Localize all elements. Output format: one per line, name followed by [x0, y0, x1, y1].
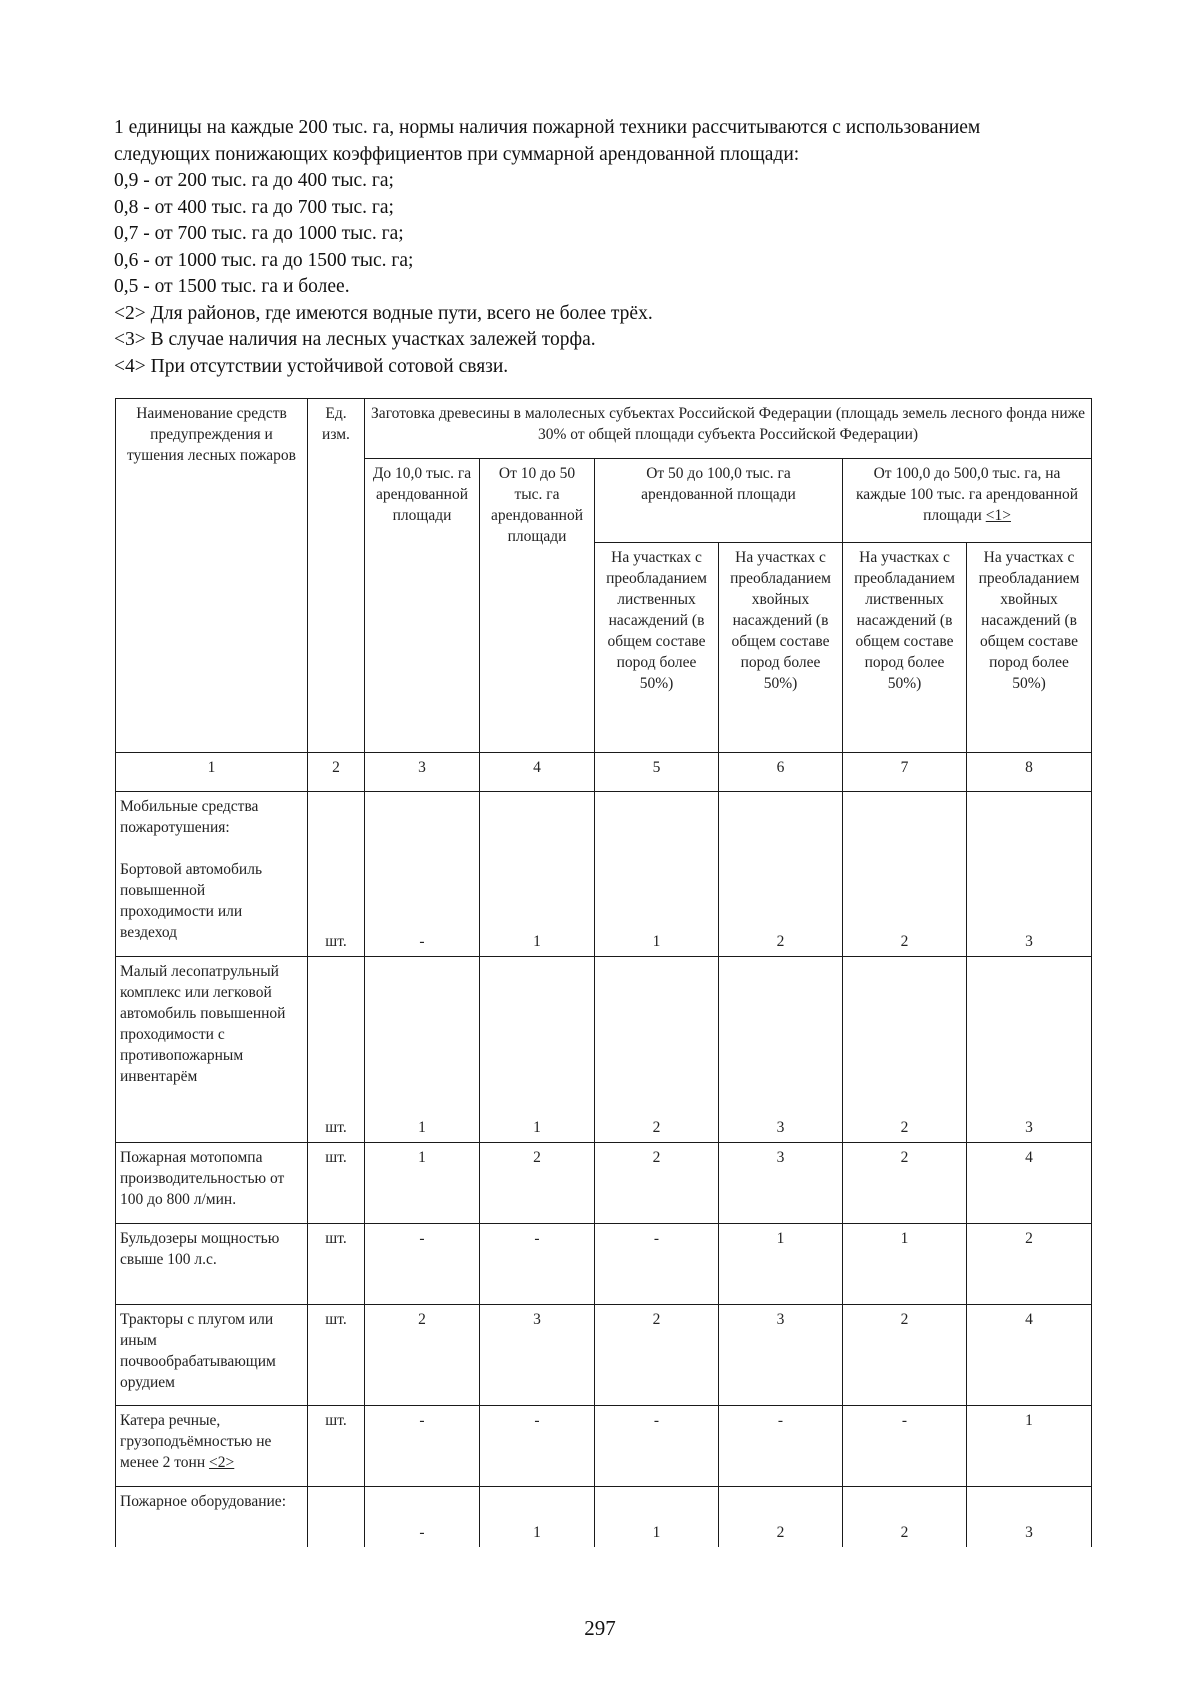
- table-row: [116, 1143, 1092, 1224]
- table-row: [116, 1406, 1092, 1487]
- column-number: 1: [116, 753, 308, 792]
- row-name-section: Мобильные средства пожаротушения:: [120, 798, 259, 836]
- cell-value: -: [365, 792, 480, 957]
- intro-line: 0,5 - от 1500 тыс. га и более.: [114, 276, 350, 297]
- cell-value: 3: [719, 957, 843, 1143]
- header-name: Наименование средств предупреждения и тушения лесных пожаров: [116, 399, 308, 753]
- column-number: 8: [967, 753, 1092, 792]
- cell-value: -: [719, 1406, 843, 1487]
- page-number: 297: [584, 1616, 616, 1640]
- cell-value: 3: [967, 792, 1092, 957]
- cell-value: -: [480, 1224, 595, 1305]
- cell-value: -: [843, 1406, 967, 1487]
- intro-line: 0,7 - от 700 тыс. га до 1000 тыс. га;: [114, 223, 404, 244]
- column-number: 5: [595, 753, 719, 792]
- row-name: Пожарное оборудование:: [116, 1487, 308, 1547]
- cell-value: 2: [595, 1305, 719, 1406]
- header-col-7: На участках с преобладанием лиственных насаждений (в общем составе пород более 50%): [843, 543, 967, 753]
- header-col-5-6: От 50 до 100,0 тыс. га арендованной площади: [595, 459, 843, 543]
- intro-line: 0,8 - от 400 тыс. га до 700 тыс. га;: [114, 196, 394, 218]
- cell-value: 1: [480, 792, 595, 957]
- intro-line: 0,9 - от 200 тыс. га до 400 тыс. га;: [114, 170, 394, 191]
- table-row: [116, 1305, 1092, 1406]
- row-unit: [308, 1487, 365, 1547]
- cell-value: 2: [843, 1487, 967, 1547]
- table-row: [116, 957, 1092, 1143]
- cell-value: -: [480, 1406, 595, 1487]
- cell-value: 2: [595, 957, 719, 1143]
- intro-line: 1 единицы на каждые 200 тыс. га, нормы наличия пожарной техники рассчитываются с использованием: [114, 117, 981, 138]
- row-name-text: Катера речные, грузоподъёмностью не менее 2 тонн: [120, 1412, 272, 1471]
- column-number: 3: [365, 753, 480, 792]
- row-unit: шт.: [308, 1305, 365, 1406]
- cell-value: 1: [719, 1224, 843, 1305]
- cell-value: 2: [365, 1305, 480, 1406]
- row-unit: шт.: [308, 1406, 365, 1487]
- cell-value: 1: [480, 957, 595, 1143]
- intro-text: [114, 115, 1094, 380]
- header-col-4: От 10 до 50 тыс. га арендованной площади: [480, 459, 595, 753]
- cell-value: 2: [719, 792, 843, 957]
- row-name: Бульдозеры мощностью свыше 100 л.с.: [116, 1224, 308, 1305]
- header-group: Заготовка древесины в малолесных субъектах Российской Федерации (площадь земель лесного фонда ниже 30% от общей площади субъекта Российской Федерации): [365, 399, 1092, 459]
- cell-value: 2: [843, 792, 967, 957]
- cell-value: 3: [719, 1305, 843, 1406]
- footnote-4: <4> При отсутствии устойчивой сотовой связи.: [114, 355, 509, 377]
- intro-line: следующих понижающих коэффициентов при суммарной арендованной площади:: [114, 143, 800, 165]
- cell-value: 1: [365, 957, 480, 1143]
- cell-value: 3: [480, 1305, 595, 1406]
- cell-value: -: [595, 1406, 719, 1487]
- table-row: [116, 1487, 1092, 1547]
- header-col-8: На участках с преобладанием хвойных насаждений (в общем составе пород более 50%): [967, 543, 1092, 753]
- cell-value: 1: [595, 792, 719, 957]
- row-unit: шт.: [308, 792, 365, 957]
- footnote-link-2[interactable]: <2>: [209, 1454, 235, 1471]
- column-number: 7: [843, 753, 967, 792]
- cell-value: -: [595, 1224, 719, 1305]
- cell-value: 4: [967, 1305, 1092, 1406]
- cell-value: 1: [595, 1487, 719, 1547]
- footnote-2: <2> Для районов, где имеются водные пути, всего не более трёх.: [114, 302, 653, 324]
- cell-value: 1: [365, 1143, 480, 1224]
- header-col-6: На участках с преобладанием хвойных насаждений (в общем составе пород более 50%): [719, 543, 843, 753]
- row-unit: шт.: [308, 957, 365, 1143]
- equipment-norms-table: [115, 398, 1092, 1547]
- cell-value: 1: [480, 1487, 595, 1547]
- cell-value: 4: [967, 1143, 1092, 1224]
- intro-line: 0,6 - от 1000 тыс. га до 1500 тыс. га;: [114, 249, 414, 271]
- table-row: [116, 792, 1092, 957]
- cell-value: 3: [719, 1143, 843, 1224]
- row-name: Тракторы с плугом или иным почвообрабатывающим орудием: [116, 1305, 308, 1406]
- column-number: 6: [719, 753, 843, 792]
- cell-value: 2: [480, 1143, 595, 1224]
- header-col-5: На участках с преобладанием лиственных насаждений (в общем составе пород более 50%): [595, 543, 719, 753]
- cell-value: 2: [967, 1224, 1092, 1305]
- cell-value: -: [365, 1487, 480, 1547]
- row-unit: шт.: [308, 1143, 365, 1224]
- row-name: Малый лесопатрульный комплекс или легковой автомобиль повышенной проходимости с противопожарным инвентарём: [116, 957, 308, 1143]
- row-name: Пожарная мотопомпа производительностью от 100 до 800 л/мин.: [116, 1143, 308, 1224]
- column-number: 4: [480, 753, 595, 792]
- header-col-7-8-text: От 100,0 до 500,0 тыс. га, на каждые 100 тыс. га арендованной площади: [855, 465, 1079, 524]
- footnote-link-1[interactable]: <1>: [985, 507, 1011, 524]
- cell-value: 3: [967, 1487, 1092, 1547]
- header-col-3: До 10,0 тыс. га арендованной площади: [365, 459, 480, 753]
- row-name-item: Бортовой автомобиль повышенной проходимости или вездеход: [120, 861, 263, 941]
- cell-value: 2: [595, 1143, 719, 1224]
- cell-value: -: [365, 1406, 480, 1487]
- cell-value: 2: [719, 1487, 843, 1547]
- column-number: 2: [308, 753, 365, 792]
- cell-value: 1: [843, 1224, 967, 1305]
- header-col-7-8: [843, 459, 1092, 543]
- cell-value: 3: [967, 957, 1092, 1143]
- row-name: [116, 792, 308, 957]
- footnote-3: <3> В случае наличия на лесных участках залежей торфа.: [114, 329, 596, 350]
- cell-value: 2: [843, 1305, 967, 1406]
- table-row: [116, 1224, 1092, 1305]
- cell-value: 2: [843, 1143, 967, 1224]
- cell-value: 1: [967, 1406, 1092, 1487]
- row-name: [116, 1406, 308, 1487]
- cell-value: -: [365, 1224, 480, 1305]
- header-unit: Ед. изм.: [308, 399, 365, 753]
- cell-value: 2: [843, 957, 967, 1143]
- column-numbers-row: [116, 753, 1092, 792]
- row-unit: шт.: [308, 1224, 365, 1305]
